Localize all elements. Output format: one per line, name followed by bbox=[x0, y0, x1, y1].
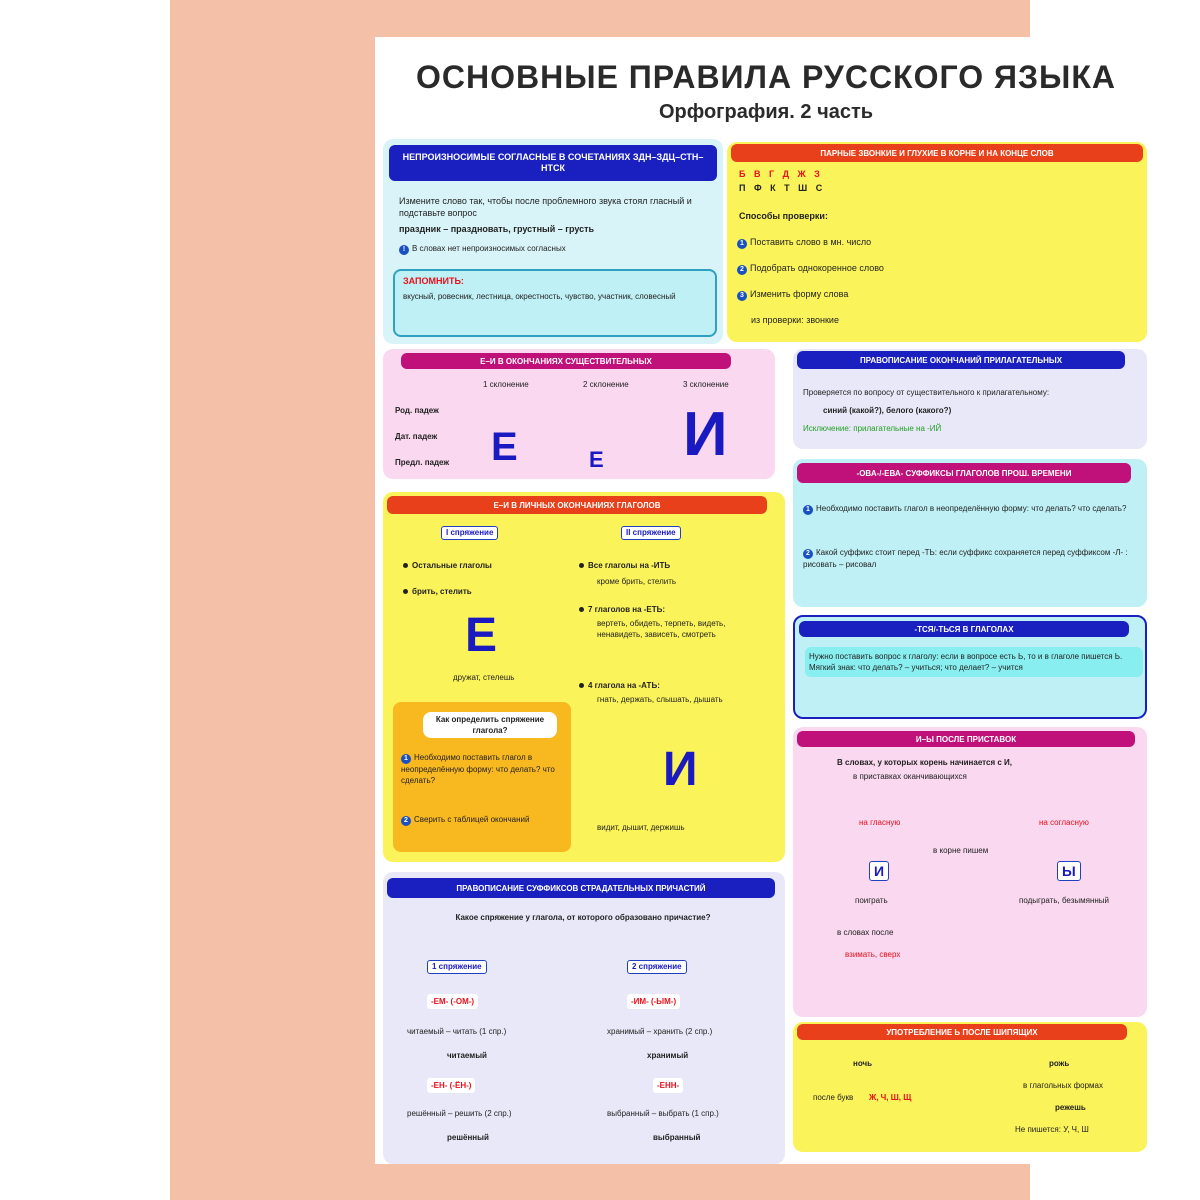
suffix-step-2 bbox=[803, 547, 1137, 570]
letter-e: Е bbox=[465, 609, 498, 662]
tag-2nd-conj: II спряжение bbox=[621, 526, 681, 540]
word-rye: рожь bbox=[1049, 1059, 1070, 1068]
conj1-rule-b-text: брить, стелить bbox=[412, 587, 472, 596]
letter-e-small: Е bbox=[589, 447, 604, 472]
bullet-icon bbox=[579, 607, 584, 612]
panel-header: ПРАВОПИСАНИЕ СУФФИКСОВ СТРАДАТЕЛЬНЫХ ПРИЧАСТИЙ bbox=[387, 878, 775, 898]
method-1-text: Поставить слово в мн. число bbox=[750, 237, 872, 247]
tsya-rule: Нужно поставить вопрос к глаголу: если в вопросе есть Ь, то и в глаголе пишется Ь. Мягкий знак: что делать? – учиться; что делает? – учится bbox=[805, 647, 1143, 677]
letter-e: Е bbox=[491, 425, 518, 469]
row-genitive: Род. падеж bbox=[395, 406, 439, 415]
help-step-2-text: Сверить с таблицей окончаний bbox=[414, 815, 530, 824]
example-i: поиграть bbox=[855, 896, 888, 905]
rule-text: Измените слово так, чтобы после проблемного звука стоял гласный и подставьте вопрос bbox=[399, 196, 692, 218]
letter-y-tag: Ы bbox=[1057, 861, 1081, 881]
panel-header: -ТСЯ/-ТЬСЯ В ГЛАГОЛАХ bbox=[799, 621, 1129, 637]
soft-left-letters: Ж, Ч, Ш, Щ bbox=[869, 1093, 912, 1102]
row-prepositional: Предл. падеж bbox=[395, 458, 450, 467]
panel-noun-endings bbox=[383, 349, 775, 479]
conj1-examples: дружат, стелешь bbox=[453, 673, 515, 682]
row-dative: Дат. падеж bbox=[395, 432, 438, 441]
example-y: подыграть, безымянный bbox=[1019, 896, 1110, 905]
panel-adj-endings bbox=[793, 349, 1147, 449]
word-en: решённый bbox=[447, 1133, 489, 1142]
col-1st-decl: 1 склонение bbox=[483, 380, 529, 389]
panel-i-y bbox=[793, 727, 1147, 1017]
remember-words: вкусный, ровесник, лестница, окрестность, чувство, участник, словесный bbox=[403, 292, 676, 301]
bullet-icon bbox=[579, 563, 584, 568]
suffix-en: -ЕН- (-ЁН-) bbox=[427, 1078, 475, 1093]
tag-1st-conj: 1 спряжение bbox=[427, 960, 487, 974]
help-question: Как определить спряжение глагола? bbox=[423, 712, 557, 738]
panel-verb-endings bbox=[383, 492, 785, 862]
col-2nd-decl: 2 склонение bbox=[583, 380, 629, 389]
pairs-voiceless: П Ф К Т Ш С bbox=[739, 183, 826, 193]
help-step-2 bbox=[401, 814, 563, 826]
method-3 bbox=[737, 288, 1137, 301]
poster-title: ОСНОВНЫЕ ПРАВИЛА РУССКОГО ЯЗЫКА bbox=[416, 59, 1116, 95]
panel-header: И–Ы ПОСЛЕ ПРИСТАВОК bbox=[797, 731, 1135, 747]
letter-i: И bbox=[663, 743, 698, 796]
i-y-intro: В словах, у которых корень начинается с И, bbox=[837, 758, 1012, 767]
soft-right-note: Не пишется: У, Ч, Ш bbox=[1015, 1125, 1089, 1134]
conj2-rule-e-text: 4 глагола на -АТЬ: bbox=[588, 681, 660, 690]
conj2-rule-b: кроме брить, стелить bbox=[597, 577, 677, 586]
panel-header: ПАРНЫЕ ЗВОНКИЕ И ГЛУХИЕ В КОРНЕ И НА КОНЦЕ СЛОВ bbox=[731, 144, 1143, 162]
step-icon: 1 bbox=[737, 239, 747, 249]
panel-header: -ОВА-/-ЕВА- СУФФИКСЫ ГЛАГОЛОВ ПРОШ. ВРЕМЕНИ bbox=[797, 463, 1131, 483]
exception-label: в словах после bbox=[837, 928, 894, 937]
adj-example: синий (какой?), белого (какого?) bbox=[823, 406, 952, 415]
panel-header: Е–И В ОКОНЧАНИЯХ СУЩЕСТВИТЕЛЬНЫХ bbox=[401, 353, 731, 369]
conj2-rule-e bbox=[579, 680, 660, 691]
example-im: хранимый – хранить (2 спр.) bbox=[607, 1027, 713, 1036]
poster-frame bbox=[170, 0, 1128, 1200]
word-im: хранимый bbox=[647, 1051, 689, 1060]
conj2-rule-a-text: Все глаголы на -ИТЬ bbox=[588, 561, 671, 570]
tag-1st-conj: I спряжение bbox=[441, 526, 498, 540]
suffix-em: -ЕМ- (-ОМ-) bbox=[427, 994, 478, 1009]
example-enn: выбранный – выбрать (1 спр.) bbox=[607, 1109, 719, 1118]
word-night: ночь bbox=[853, 1059, 873, 1068]
tag-2nd-conj: 2 спряжение bbox=[627, 960, 687, 974]
conj2-rule-a bbox=[579, 560, 670, 571]
method-2 bbox=[737, 262, 1137, 275]
method-3-text: Изменить форму слова bbox=[750, 289, 849, 299]
help-step-1-text: Необходимо поставить глагол в неопределённую форму: что делать? что сделать? bbox=[401, 753, 555, 785]
rule-example: праздник – праздновать, грустный – грусть bbox=[399, 224, 595, 234]
step-icon: 3 bbox=[737, 291, 747, 301]
help-box bbox=[393, 702, 571, 852]
soft-right-word: режешь bbox=[1055, 1103, 1086, 1112]
method-4: из проверки: звонкие bbox=[751, 315, 839, 325]
conj2-rule-c bbox=[579, 604, 665, 615]
step-icon: 1 bbox=[401, 754, 411, 764]
word-em: читаемый bbox=[447, 1051, 487, 1060]
pairs-voiced: Б В Г Д Ж З bbox=[739, 169, 823, 179]
step-icon: 2 bbox=[803, 549, 813, 559]
panel-header: НЕПРОИЗНОСИМЫЕ СОГЛАСНЫЕ В СОЧЕТАНИЯХ ЗДН–ЗДЦ–СТН–НТСК bbox=[389, 145, 717, 181]
method-1 bbox=[737, 236, 1137, 249]
method-2-text: Подобрать однокоренное слово bbox=[750, 263, 884, 273]
conj2-rule-f: гнать, держать, слышать, дышать bbox=[597, 695, 723, 704]
bullet-icon bbox=[403, 563, 408, 568]
col-3rd-decl: 3 склонение bbox=[683, 380, 729, 389]
panel-verb-suffixes bbox=[793, 459, 1147, 607]
word-enn: выбранный bbox=[653, 1133, 701, 1142]
suffix-step-1-text: Необходимо поставить глагол в неопределённую форму: что делать? что сделать? bbox=[816, 504, 1127, 513]
panel-header: ПРАВОПИСАНИЕ ОКОНЧАНИЙ ПРИЛАГАТЕЛЬНЫХ bbox=[797, 351, 1125, 369]
conj1-rule-b bbox=[403, 586, 472, 597]
i-y-center: в корне пишем bbox=[933, 846, 989, 855]
example-em: читаемый – читать (1 спр.) bbox=[407, 1027, 507, 1036]
suffix-enn: -ЕНН- bbox=[653, 1078, 683, 1093]
step-icon: 2 bbox=[737, 265, 747, 275]
bullet-icon bbox=[403, 589, 408, 594]
panel-unpronounceable bbox=[383, 139, 723, 344]
participle-question: Какое спряжение у глагола, от которого образовано причастие? bbox=[455, 913, 711, 922]
panel-voiced bbox=[727, 142, 1147, 342]
example-en: решённый – решить (2 спр.) bbox=[407, 1109, 512, 1118]
suffix-step-1 bbox=[803, 503, 1137, 515]
conj2-rule-d: вертеть, обидеть, терпеть, видеть, ненавидеть, зависеть, смотреть bbox=[597, 619, 726, 639]
poster-sheet bbox=[375, 37, 1157, 1164]
poster-subtitle: Орфография. 2 часть bbox=[658, 101, 874, 123]
panel-header: Е–И В ЛИЧНЫХ ОКОНЧАНИЯХ ГЛАГОЛОВ bbox=[387, 496, 767, 514]
soft-left-label: после букв bbox=[813, 1093, 854, 1102]
step-icon: 1 bbox=[803, 505, 813, 515]
conj1-rule-a-text: Остальные глаголы bbox=[412, 561, 492, 570]
remember-label: ЗАПОМНИТЬ: bbox=[403, 276, 464, 286]
soft-right-label: в глагольных формах bbox=[1023, 1081, 1104, 1090]
info-icon: ! bbox=[399, 245, 409, 255]
panel-header: УПОТРЕБЛЕНИЕ Ь ПОСЛЕ ШИПЯЩИХ bbox=[797, 1024, 1127, 1040]
exception-words: взимать, сверх bbox=[845, 950, 901, 959]
rule-note-text: В словах нет непроизносимых согласных bbox=[412, 244, 566, 253]
suffix-step-2-text: Какой суффикс стоит перед -ТЬ: если суффикс сохраняется перед суффиксом -Л- : рисовать – рисовал bbox=[803, 548, 1128, 569]
letter-i: И bbox=[683, 400, 728, 469]
letter-i-tag: И bbox=[869, 861, 889, 881]
i-y-subintro: в приставках оканчивающихся bbox=[853, 772, 967, 781]
suffix-im: -ИМ- (-ЫМ-) bbox=[627, 994, 680, 1009]
branch-consonant: на согласную bbox=[1039, 818, 1089, 827]
conj2-examples: видит, дышит, держишь bbox=[597, 823, 685, 832]
adj-exception: Исключение: прилагательные на -ИЙ bbox=[803, 424, 942, 433]
bullet-icon bbox=[579, 683, 584, 688]
panel-soft-sign bbox=[793, 1022, 1147, 1152]
conj2-rule-c-text: 7 глаголов на -ЕТЬ: bbox=[588, 605, 666, 614]
panel-tsya bbox=[793, 615, 1147, 719]
step-icon: 2 bbox=[401, 816, 411, 826]
branch-vowel: на гласную bbox=[859, 818, 901, 827]
remember-box bbox=[393, 269, 717, 337]
conj1-rule-a bbox=[403, 560, 492, 571]
methods-label: Способы проверки: bbox=[739, 211, 828, 221]
adj-rule: Проверяется по вопросу от существительного к прилагательному: bbox=[803, 388, 1050, 397]
panel-participles bbox=[383, 872, 785, 1164]
rule-note bbox=[399, 243, 715, 255]
help-step-1 bbox=[401, 752, 563, 786]
